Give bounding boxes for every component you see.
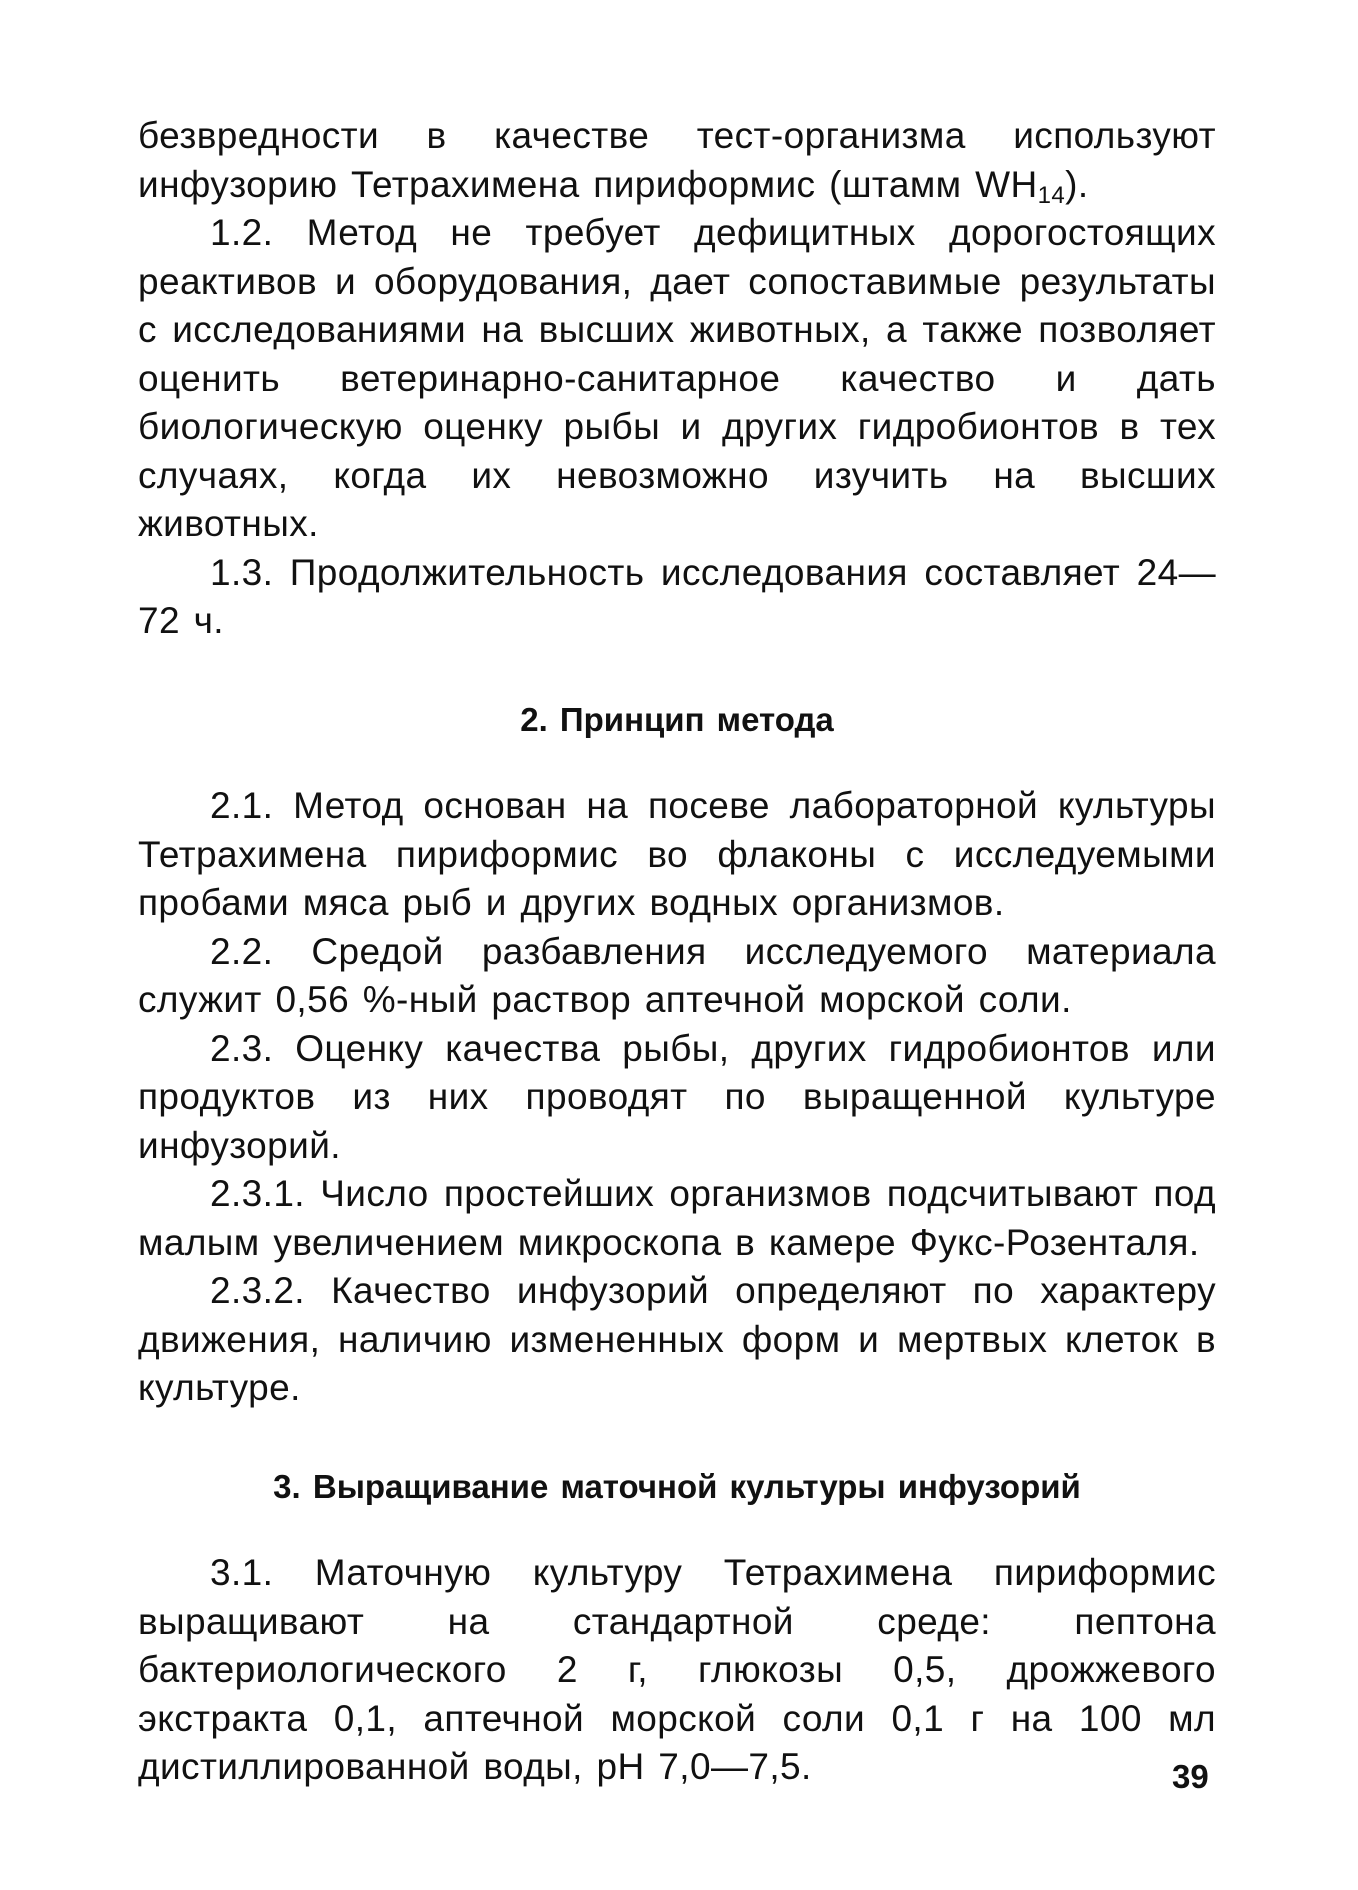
paragraph-2-3: 2.3. Оценку качества рыбы, других гидробионтов или продуктов из них проводят по выращенной культуре инфузорий. [138,1027,1216,1166]
section-3-heading: 3. Выращивание маточной культуры инфузорий [273,1467,1081,1505]
section-2-heading: 2. Принцип метода [520,700,834,738]
paragraph-2-3-1: 2.3.1. Число простейших организмов подсчитывают под малым увеличением микроскопа в камере Фукс-Розенталя. [138,1173,1216,1263]
document-page [138,112,1216,1792]
paragraph-1-3: 1.3. Продолжительность исследования составляет 24—72 ч. [138,551,1216,641]
page-number: 39 [1172,1758,1209,1795]
paragraph-1-2: 1.2. Метод не требует дефицитных дорогостоящих реактивов и оборудования, дает сопоставимые результаты с исследованиями на высших животных, а также позволяет оценить ветеринарно-санитарное качество и дать биологическую оценку рыбы и других гидробионтов в тех случаях, когда их невозможно изучить на высших животных. [138,212,1216,544]
intro-paragraph [138,112,1216,209]
paragraph-2-3-2: 2.3.2. Качество инфузорий определяют по характеру движения, наличию измененных форм и мертвых клеток в культуре. [138,1270,1216,1408]
intro-end: ). [1065,163,1089,205]
strain-subscript: 14 [1037,181,1066,209]
intro-text: безвредности в качестве тест-организма используют инфузорию Тетрахимена пириформис (штамм WH [138,115,1216,205]
paragraph-2-2: 2.2. Средой разбавления исследуемого материала служит 0,56 %-ный раствор аптечной морской соли. [138,930,1216,1020]
paragraph-3-1: 3.1. Маточную культуру Тетрахимена пириформис выращивают на стандартной среде: пептона бактериологического 2 г, глюкозы 0,5, дрожжевого экстракта 0,1, аптечной морской соли 0,1 г на 100 мл дистиллированной воды, pH 7,0—7,5. [138,1552,1216,1787]
paragraph-2-1: 2.1. Метод основан на посеве лабораторной культуры Тетрахимена пириформис во флаконы с исследуемыми пробами мяса рыб и других водных организмов. [138,785,1216,923]
